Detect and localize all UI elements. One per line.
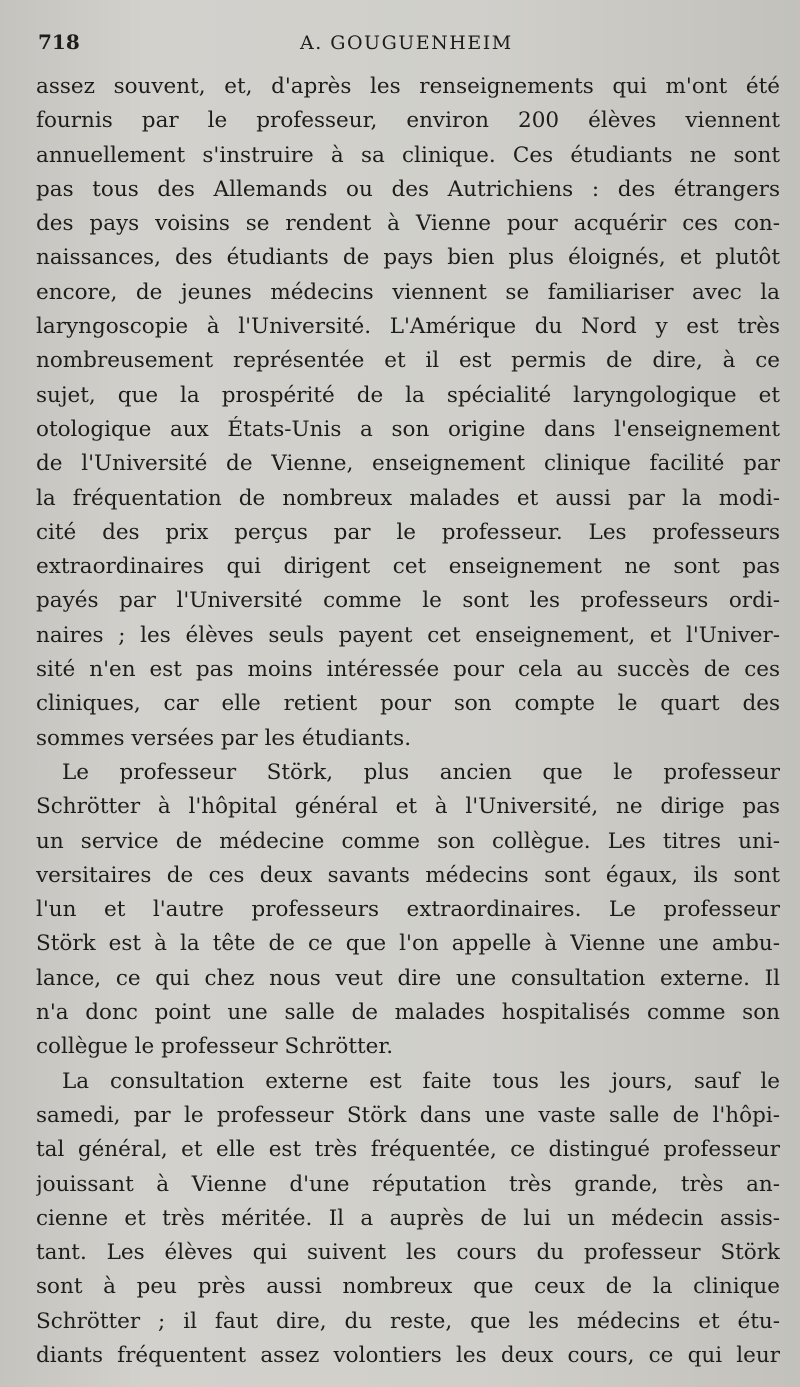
text-line: payés par l'Université comme le sont les professeurs ordi- (36, 588, 780, 614)
text-line: naires ; les élèves seuls payent cet enseignement, et l'Univer- (36, 622, 780, 648)
text-line: n'a donc point une salle de malades hospitalisés comme son (36, 1000, 780, 1026)
text-line: collègue le professeur Schrötter. (36, 1034, 394, 1060)
text-line: La consultation externe est faite tous les jours, sauf le (62, 1068, 780, 1094)
text-line: Schrötter ; il faut dire, du reste, que les médecins et étu- (36, 1308, 780, 1334)
body-text (36, 70, 780, 1373)
text-line: pas tous des Allemands ou des Autrichiens : des étrangers (36, 176, 780, 202)
text-line: versitaires de ces deux savants médecins sont égaux, ils sont (36, 862, 780, 888)
paragraph (36, 70, 780, 756)
text-line: otologique aux États-Unis a son origine dans l'enseignement (36, 416, 780, 442)
text-line: diants fréquentent assez volontiers les deux cours, ce qui leur (36, 1342, 780, 1368)
text-line: annuellement s'instruire à sa clinique. Ces étudiants ne sont (36, 142, 780, 168)
page-number: 718 (38, 30, 80, 54)
text-line: sommes versées par les étudiants. (36, 725, 412, 751)
text-line: assez souvent, et, d'après les renseignements qui m'ont été (36, 74, 780, 99)
running-head-author: A. GOUGUENHEIM (300, 32, 513, 54)
text-line: la fréquentation de nombreux malades et aussi par la modi- (36, 485, 780, 511)
text-line: sité n'en est pas moins intéressée pour cela au succès de ces (36, 657, 780, 683)
text-line: Schrötter à l'hôpital général et à l'Université, ne dirige pas (36, 794, 780, 820)
paragraph (36, 756, 780, 1065)
text-line: Störk est à la tête de ce que l'on appelle à Vienne une ambu- (36, 931, 780, 957)
text-line: cité des prix perçus par le professeur. Les professeurs (36, 519, 780, 545)
text-line: tant. Les élèves qui suivent les cours du professeur Störk (36, 1240, 780, 1266)
text-line: naissances, des étudiants de pays bien plus éloignés, et plutôt (36, 245, 780, 271)
text-line: sujet, que la prospérité de la spécialité laryngologique et (36, 382, 780, 408)
text-line: encore, de jeunes médecins viennent se familiariser avec la (36, 279, 780, 305)
text-line: lance, ce qui chez nous veut dire une consultation externe. Il (36, 965, 780, 991)
text-line: samedi, par le professeur Störk dans une vaste salle de l'hôpi- (36, 1102, 780, 1128)
text-line: un service de médecine comme son collègue. Les titres uni- (36, 828, 780, 854)
text-line: des pays voisins se rendent à Vienne pour acquérir ces con- (36, 211, 780, 237)
paragraph (36, 1065, 780, 1374)
text-line: extraordinaires qui dirigent cet enseignement ne sont pas (36, 554, 780, 580)
text-line: nombreusement représentée et il est permis de dire, à ce (36, 348, 780, 374)
text-line: tal général, et elle est très fréquentée, ce distingué professeur (36, 1137, 780, 1163)
text-line: fournis par le professeur, environ 200 élèves viennent (36, 108, 780, 134)
page-header (38, 30, 778, 60)
text-line: jouissant à Vienne d'une réputation très grande, très an- (36, 1171, 780, 1197)
text-line: sont à peu près aussi nombreux que ceux de la clinique (36, 1274, 780, 1300)
text-line: l'un et l'autre professeurs extraordinaires. Le professeur (36, 897, 780, 923)
text-line: Le professeur Störk, plus ancien que le professeur (62, 759, 780, 785)
text-line: de l'Université de Vienne, enseignement clinique facilité par (36, 451, 780, 477)
text-line: laryngoscopie à l'Université. L'Amérique du Nord y est très (36, 314, 780, 340)
text-line: cienne et très méritée. Il a auprès de lui un médecin assis- (36, 1205, 780, 1231)
text-line: cliniques, car elle retient pour son compte le quart des (36, 691, 780, 717)
